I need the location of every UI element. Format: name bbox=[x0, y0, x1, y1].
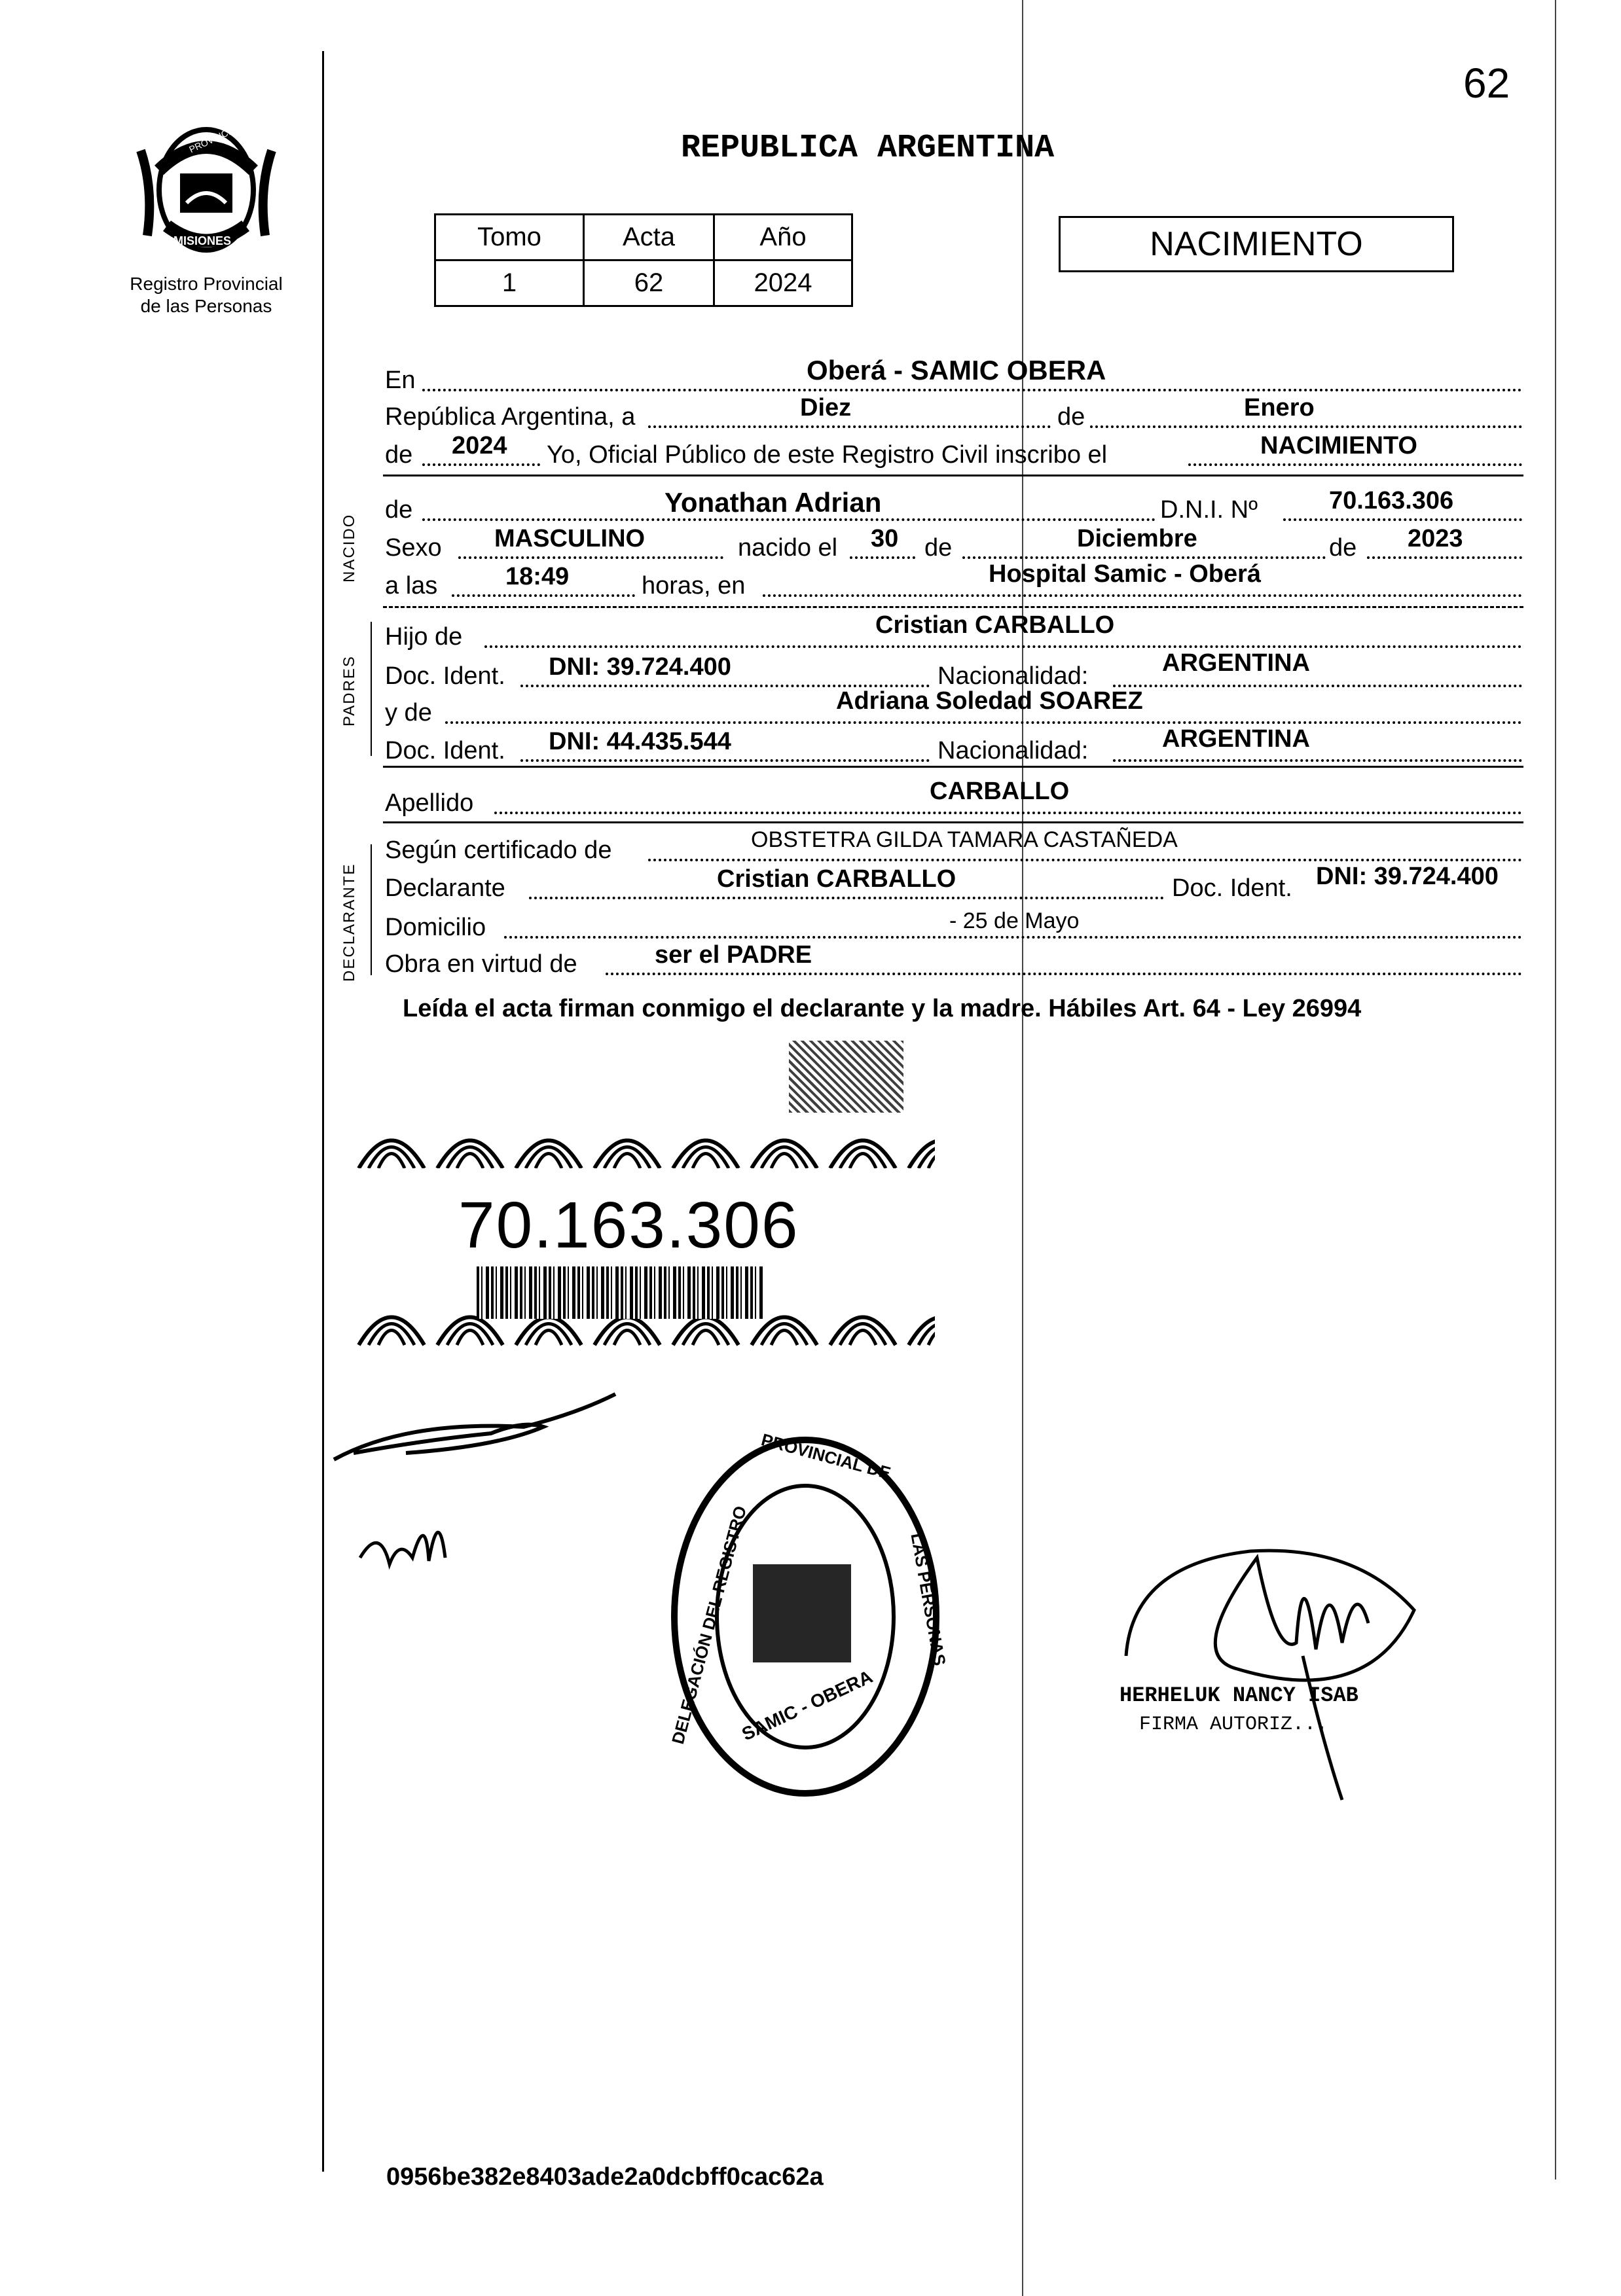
en-label: En bbox=[385, 367, 416, 394]
mes-inscripcion: Enero bbox=[1244, 394, 1315, 422]
seal-text-left: DELEGACIÓN DEL REGISTRO bbox=[668, 1503, 751, 1746]
section-divider-padres bbox=[371, 622, 372, 756]
dotted-line bbox=[529, 897, 1164, 899]
sexo-value: MASCULINO bbox=[494, 525, 646, 552]
right-margin-line bbox=[1555, 0, 1556, 2179]
dotted-line bbox=[422, 389, 1522, 391]
nombre-label: de bbox=[385, 496, 413, 524]
a-las-label: a las bbox=[385, 572, 438, 600]
madre-dni: DNI: 44.435.544 bbox=[549, 728, 731, 755]
yde-label: y de bbox=[385, 699, 432, 726]
horas-en-label: horas, en bbox=[642, 572, 746, 600]
certificado-value: OBSTETRA GILDA TAMARA CASTAÑEDA bbox=[751, 827, 1178, 852]
province-logo bbox=[128, 111, 285, 268]
table-cell: 62 bbox=[584, 260, 714, 306]
table-cell: 2024 bbox=[714, 260, 852, 306]
nac1-label: Nacionalidad: bbox=[938, 662, 1089, 690]
lugar-inscripcion: Oberá - SAMIC OBERA bbox=[807, 355, 1106, 386]
doc1-label: Doc. Ident. bbox=[385, 662, 505, 690]
table-cell: 1 bbox=[435, 260, 584, 306]
nacimiento-mes: Diciembre bbox=[1077, 525, 1197, 552]
barcode bbox=[477, 1266, 765, 1319]
document-hash: 0956be382e8403ade2a0dcbff0cac62a bbox=[386, 2163, 824, 2191]
padre-nombre: Cristian CARBALLO bbox=[875, 611, 1115, 639]
dotted-line bbox=[1090, 425, 1522, 428]
dotted-line bbox=[504, 936, 1522, 939]
nacimiento-anio: 2023 bbox=[1408, 525, 1463, 552]
table-header: Acta bbox=[584, 215, 714, 260]
apellido-value: CARBALLO bbox=[930, 778, 1070, 805]
dia-inscripcion: Diez bbox=[800, 394, 852, 422]
section-label-nacido: NACIDO bbox=[340, 513, 358, 583]
madre-signature-icon bbox=[354, 1499, 471, 1584]
stamp-line-1: HERHELUK NANCY ISAB bbox=[1120, 1683, 1358, 1708]
anio-inscripcion: 2024 bbox=[452, 432, 507, 459]
logo-caption-2: de las Personas bbox=[140, 296, 272, 316]
hijo-label: Hijo de bbox=[385, 623, 463, 651]
domicilio-value: - 25 de Mayo bbox=[949, 908, 1080, 933]
nac2-label: Nacionalidad: bbox=[938, 737, 1089, 764]
dotted-line bbox=[1188, 463, 1522, 466]
seal-text-right: LAS PERSONAS bbox=[907, 1532, 950, 1668]
table-header: Año bbox=[714, 215, 852, 260]
oficial-text: Yo, Oficial Público de este Registro Civil inscribo el bbox=[547, 441, 1108, 469]
dotted-line bbox=[445, 721, 1522, 724]
domicilio-label: Domicilio bbox=[385, 914, 486, 941]
dotted-line bbox=[763, 594, 1522, 597]
logo-bottom-text: MISIONES bbox=[173, 234, 232, 247]
dotted-line bbox=[606, 973, 1522, 975]
register-table bbox=[434, 213, 853, 307]
madre-nacionalidad: ARGENTINA bbox=[1162, 725, 1310, 753]
padre-dni: DNI: 39.724.400 bbox=[549, 653, 731, 681]
de2-label: de bbox=[385, 441, 413, 469]
dni-label: D.N.I. Nº bbox=[1160, 496, 1258, 524]
separator-line bbox=[383, 475, 1523, 476]
dotted-line bbox=[850, 556, 915, 559]
dotted-line bbox=[1283, 518, 1522, 521]
declarante-nombre: Cristian CARBALLO bbox=[717, 865, 956, 893]
dotted-line bbox=[648, 859, 1522, 861]
declarante-dni: DNI: 39.724.400 bbox=[1316, 863, 1499, 890]
separator-line bbox=[383, 821, 1523, 823]
nacido-el-label: nacido el bbox=[738, 534, 838, 562]
nacimiento-dia: 30 bbox=[871, 525, 899, 552]
seal-text-inner: SAMIC - OBERA bbox=[738, 1666, 876, 1745]
dotted-line bbox=[962, 556, 1326, 559]
nac-de2-label: de bbox=[1329, 534, 1357, 562]
lugar-nacimiento: Hospital Samic - Oberá bbox=[989, 560, 1262, 588]
section-label-padres: PADRES bbox=[340, 655, 358, 726]
page-number: 62 bbox=[1463, 60, 1510, 107]
declarante-signature-icon bbox=[327, 1381, 628, 1492]
de-label: de bbox=[1057, 403, 1085, 431]
seal-text-top: PROVINCIAL DE bbox=[759, 1429, 893, 1483]
dotted-line bbox=[494, 812, 1522, 814]
dotted-line bbox=[484, 645, 1522, 648]
dotted-line bbox=[422, 518, 1156, 521]
obra-label: Obra en virtud de bbox=[385, 950, 577, 978]
logo-arc-text: PROVINCIA DE bbox=[187, 117, 251, 155]
hora-nacimiento: 18:49 bbox=[505, 563, 570, 590]
decl-doc-label: Doc. Ident. bbox=[1172, 874, 1292, 902]
dotted-line bbox=[422, 463, 540, 466]
separator-line bbox=[383, 766, 1523, 768]
security-hologram bbox=[789, 1041, 903, 1113]
padre-nacionalidad: ARGENTINA bbox=[1162, 649, 1310, 677]
page-heading: REPUBLICA ARGENTINA bbox=[681, 130, 1055, 167]
dotted-line bbox=[1113, 759, 1522, 762]
id-number: 70.163.306 bbox=[458, 1189, 799, 1262]
dotted-line bbox=[458, 556, 723, 559]
dotted-line bbox=[520, 759, 930, 762]
dotted-line bbox=[1113, 685, 1522, 687]
dotted-line bbox=[648, 425, 1051, 428]
dni-nacido: 70.163.306 bbox=[1329, 487, 1454, 514]
table-header: Tomo bbox=[435, 215, 584, 260]
doc2-label: Doc. Ident. bbox=[385, 737, 505, 764]
official-seal bbox=[668, 1429, 950, 1800]
sexo-label: Sexo bbox=[385, 534, 442, 562]
nombre-nacido: Yonathan Adrian bbox=[665, 487, 882, 518]
madre-nombre: Adriana Soledad SOAREZ bbox=[836, 687, 1143, 715]
oficial-signature-icon bbox=[1106, 1525, 1473, 1806]
declarante-label: Declarante bbox=[385, 874, 505, 902]
nac-de-label: de bbox=[924, 534, 953, 562]
section-divider-declarante bbox=[371, 844, 372, 975]
obra-value: ser el PADRE bbox=[655, 941, 812, 969]
apellido-label: Apellido bbox=[385, 789, 474, 817]
logo-caption-1: Registro Provincial bbox=[130, 274, 283, 294]
tipo-inscripcion: NACIMIENTO bbox=[1260, 432, 1417, 459]
separator-line bbox=[383, 606, 1523, 608]
closing-text: Leída el acta firman conmigo el declarante y la madre. Hábiles Art. 64 - Ley 26994 bbox=[403, 995, 1362, 1022]
stamp-line-2: FIRMA AUTORIZ... bbox=[1139, 1713, 1328, 1736]
center-fold-line bbox=[1022, 0, 1023, 2296]
dotted-line bbox=[452, 594, 635, 597]
record-type: NACIMIENTO bbox=[1150, 225, 1363, 263]
left-margin-line bbox=[322, 51, 324, 2172]
section-label-declarante: DECLARANTE bbox=[340, 863, 358, 982]
republica-label: República Argentina, a bbox=[385, 403, 636, 431]
record-type-box bbox=[1059, 216, 1454, 272]
certificado-label: Según certificado de bbox=[385, 836, 612, 864]
dotted-line bbox=[1367, 556, 1522, 559]
